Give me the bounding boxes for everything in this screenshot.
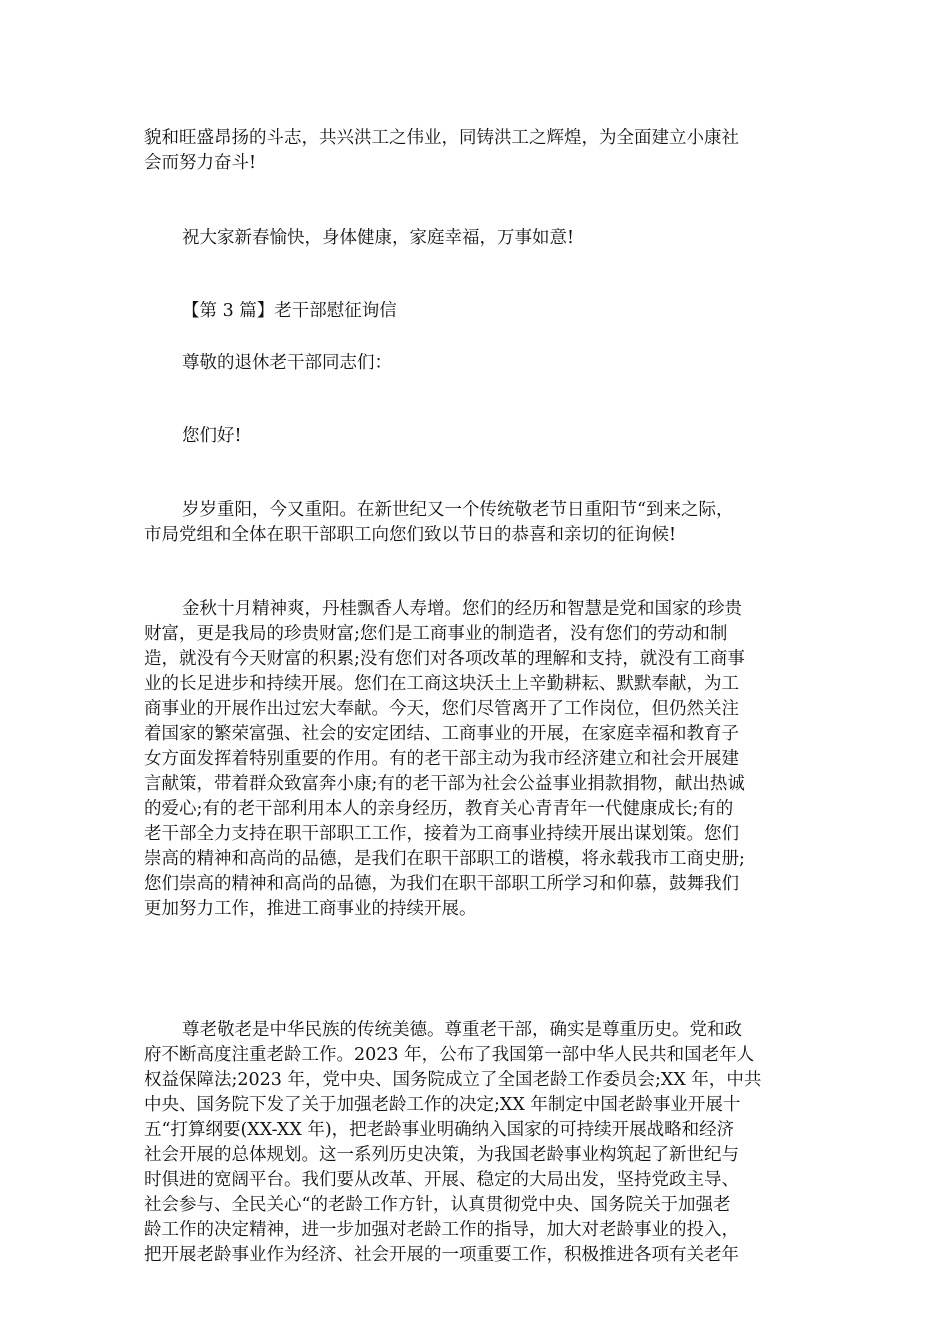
paragraph-line: 言献策，带着群众致富奔小康;有的老干部为社会公益事业捐款捐物，献出热诚: [144, 774, 745, 794]
paragraph-line: 更加努力工作，推进工商事业的持续开展。: [144, 899, 477, 919]
paragraph-line: 金秋十月精神爽，丹桂飘香人寿增。您们的经历和智慧是党和国家的珍贵: [182, 599, 742, 619]
letter-salutation: [144, 351, 812, 376]
paragraph-respect-elders: [144, 1018, 812, 1268]
paragraph-line: 岁岁重阳，今又重阳。在新世纪又一个传统敬老节日重阳节“到来之际，: [182, 500, 734, 520]
paragraph-line: 尊老敬老是中华民族的传统美德。尊重老干部，确实是尊重历史。党和政: [182, 1020, 742, 1040]
greeting-text: 您们好!: [182, 426, 242, 446]
paragraph-line: 着国家的繁荣富强、社会的安定团结、工商事业的开展，在家庭幸福和教育子: [144, 724, 739, 744]
paragraph-line: 财富，更是我局的珍贵财富;您们是工商事业的制造者，没有您们的劳动和制: [144, 624, 728, 644]
paragraph-line: 商事业的开展作出过宏大奉献。今天，您们尽管离开了工作岗位，但仍然关注: [144, 699, 739, 719]
paragraph-line: 造，就没有今天财富的积累;没有您们对各项改革的理解和支持，就没有工商事: [144, 649, 745, 669]
section-heading-text: 【第 3 篇】老干部慰征询信: [182, 301, 397, 321]
paragraph-line: 会而努力奋斗!: [144, 153, 257, 173]
paragraph-closing-wishes: [144, 126, 812, 176]
paragraph-line: 时俱进的宽阔平台。我们要从改革、开展、稳定的大局出发，坚持党政主导、: [144, 1170, 739, 1190]
paragraph-line: 社会开展的总体规划。这一系列历史决策，为我国老龄事业构筑起了新世纪与: [144, 1145, 739, 1165]
paragraph-line: 社会参与、全民关心“的老龄工作方针，认真贯彻党中央、国务院关于加强老: [144, 1195, 731, 1215]
paragraph-double-ninth: [144, 498, 812, 548]
paragraph-line: 崇高的精神和高尚的品德，是我们在职干部职工的谐模，将永载我市工商史册;: [144, 849, 745, 869]
paragraph-line: 女方面发挥着特别重要的作用。有的老干部主动为我市经济建立和社会开展建: [144, 749, 739, 769]
paragraph-line: 府不断高度注重老龄工作。2023 年，公布了我国第一部中华人民共和国老年人: [144, 1045, 755, 1065]
paragraph-line: 把开展老龄事业作为经济、社会开展的一项重要工作，积极推进各项有关老年: [144, 1245, 739, 1265]
paragraph-line: 市局党组和全体在职干部职工向您们致以节日的恭喜和亲切的征询候!: [144, 525, 677, 545]
paragraph-line: 权益保障法;2023 年，党中央、国务院成立了全国老龄工作委员会;XX 年，中共: [144, 1070, 762, 1090]
letter-greeting: [144, 424, 812, 449]
paragraph-line: 貌和旺盛昂扬的斗志，共兴洪工之伟业，同铸洪工之辉煌，为全面建立小康社: [144, 128, 739, 148]
paragraph-line: 的爱心;有的老干部利用本人的亲身经历，教育关心青青年一代健康成长;有的: [144, 799, 734, 819]
salutation-text: 尊敬的退休老干部同志们：: [182, 353, 392, 373]
paragraph-line: 龄工作的决定精神，进一步加强对老龄工作的指导，加大对老龄事业的投入，: [144, 1220, 739, 1240]
paragraph-line: 老干部全力支持在职干部职工工作，接着为工商事业持续开展出谋划策。您们: [144, 824, 739, 844]
paragraph-blessing: [144, 226, 812, 251]
paragraph-line: 您们崇高的精神和高尚的品德，为我们在职干部职工所学习和仰慕，鼓舞我们: [144, 874, 739, 894]
section-heading: [144, 299, 812, 324]
paragraph-line: 祝大家新春愉快，身体健康，家庭幸福，万事如意!: [182, 228, 575, 248]
paragraph-golden-autumn: [144, 597, 812, 922]
paragraph-line: 五“打算纲要(XX-XX 年)，把老龄事业明确纳入国家的可持续开展战略和经济: [144, 1120, 735, 1140]
paragraph-line: 业的长足进步和持续开展。您们在工商这块沃土上辛勤耕耘、默默奉献，为工: [144, 674, 739, 694]
paragraph-line: 中央、国务院下发了关于加强老龄工作的决定;XX 年制定中国老龄事业开展十: [144, 1095, 741, 1115]
